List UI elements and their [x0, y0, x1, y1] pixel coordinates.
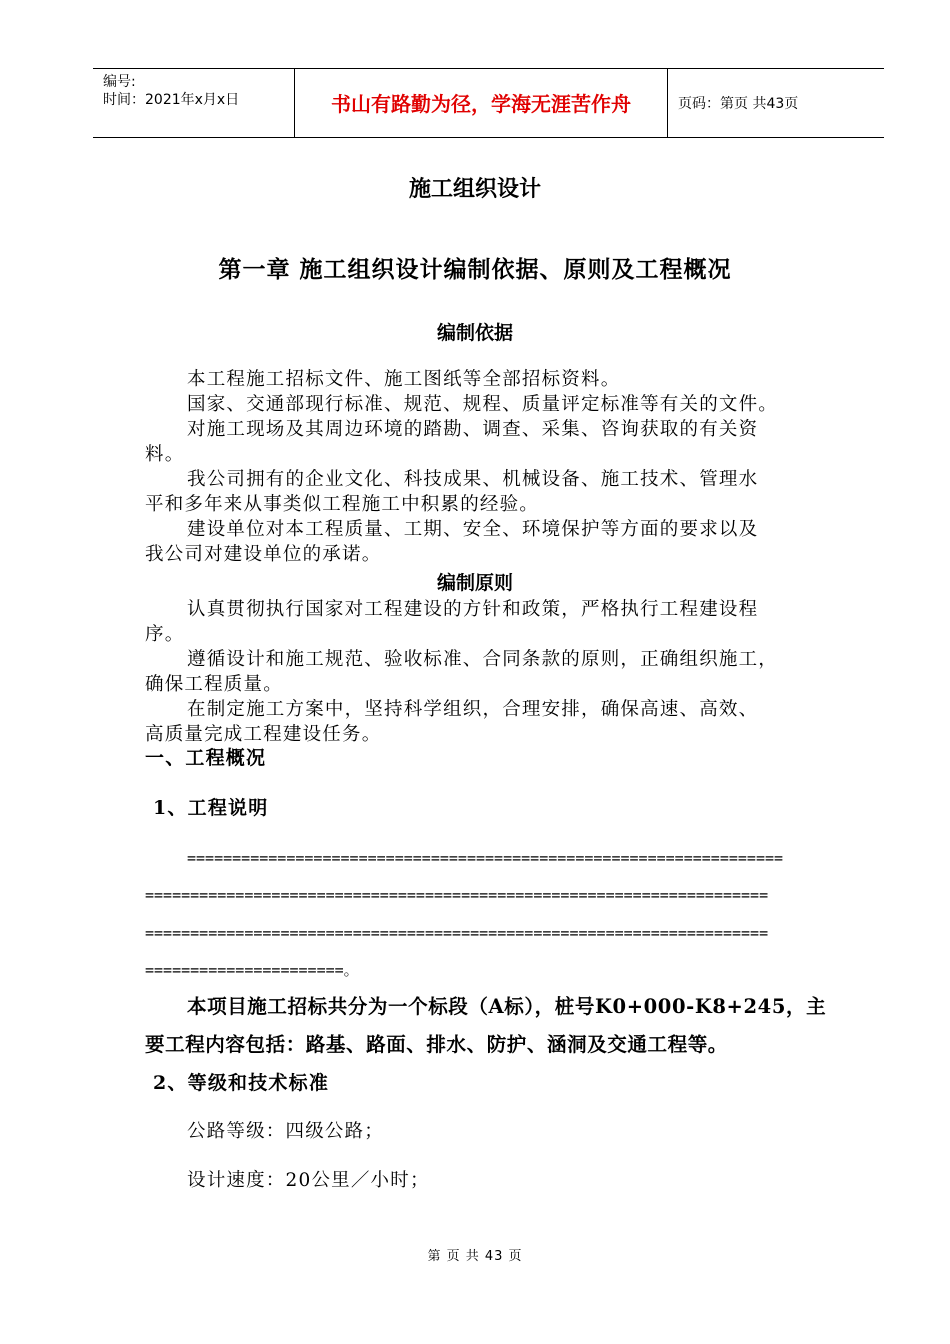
document-number-label: 编号:: [103, 74, 136, 90]
redacted-rule-line: =====================================================================: [145, 924, 769, 942]
basis-heading: 编制依据: [436, 322, 513, 344]
principles-line: 高质量完成工程建设任务。: [145, 724, 382, 745]
project-description-heading: 1、工程说明: [153, 797, 269, 819]
overview-heading: 一、工程概况: [145, 747, 267, 769]
basis-line: 平和多年来从事类似工程施工中积累的经验。: [145, 494, 540, 515]
basis-line: 国家、交通部现行标准、规范、规程、质量评定标准等有关的文件。: [187, 394, 779, 415]
principles-line: 认真贯彻执行国家对工程建设的方针和政策，严格执行工程建设程: [187, 599, 759, 620]
page-footer: 第 页 共 43 页: [427, 1249, 523, 1264]
project-scope-line: 要工程内容包括：路基、路面、排水、防护、涵洞及交通工程等。: [145, 1033, 728, 1056]
redacted-rule-line: =====================================================================: [145, 886, 769, 904]
chapter-title: 第一章 施工组织设计编制依据、原则及工程概况: [218, 256, 732, 283]
page-number-label: 页码：第页 共43页: [678, 96, 799, 112]
document-time-label: 时间：2021年x月x日: [103, 92, 240, 108]
principles-heading: 编制原则: [436, 572, 513, 594]
basis-line: 我公司拥有的企业文化、科技成果、机械设备、施工技术、管理水: [187, 469, 759, 490]
principles-line: 序。: [145, 624, 185, 645]
basis-line: 料。: [145, 444, 185, 465]
design-speed-line: 设计速度：20公里／小时；: [187, 1170, 430, 1191]
principles-line: 在制定施工方案中，坚持科学组织，合理安排，确保高速、高效、: [187, 699, 759, 720]
road-grade-line: 公路等级：四级公路；: [187, 1121, 385, 1142]
header-info-cell: [93, 69, 295, 137]
page-header: [93, 68, 884, 138]
principles-line: 确保工程质量。: [145, 674, 283, 695]
project-scope-line: 本项目施工招标共分为一个标段（A标），桩号K0+000-K8+245，主: [187, 995, 827, 1018]
basis-line: 本工程施工招标文件、施工图纸等全部招标资料。: [187, 369, 621, 390]
basis-line: 建设单位对本工程质量、工期、安全、环境保护等方面的要求以及: [187, 519, 759, 540]
basis-line: 我公司对建设单位的承诺。: [145, 544, 382, 565]
header-motto-cell: [295, 69, 668, 137]
principles-line: 遵循设计和施工规范、验收标准、合同条款的原则，正确组织施工，: [187, 649, 779, 670]
redacted-rule-line: ======================。: [145, 961, 359, 979]
motto-text: 书山有路勤为径，学海无涯苦作舟: [331, 92, 631, 116]
redacted-rule-line: ==================================================================: [187, 849, 784, 867]
header-page-cell: [668, 69, 884, 137]
grade-standard-heading: 2、等级和技术标准: [153, 1072, 330, 1094]
document-title: 施工组织设计: [408, 176, 541, 202]
basis-line: 对施工现场及其周边环境的踏勘、调查、采集、咨询获取的有关资: [187, 419, 759, 440]
